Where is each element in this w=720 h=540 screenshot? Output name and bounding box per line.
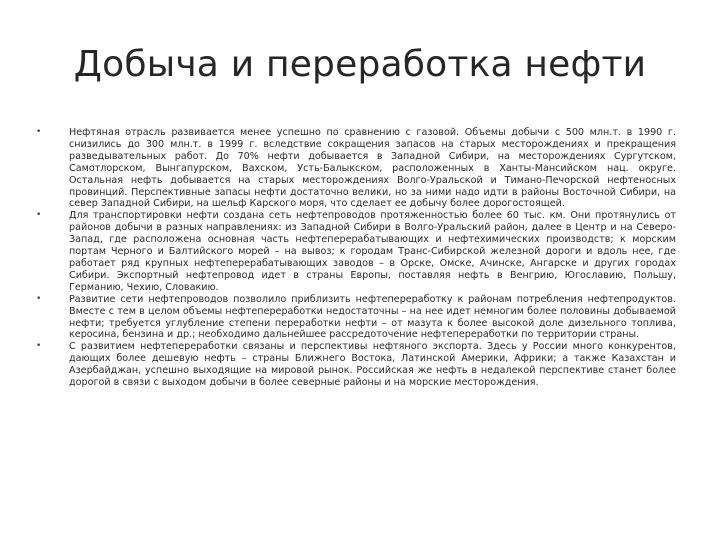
bullet-icon: • <box>36 127 42 137</box>
list-item <box>36 341 676 389</box>
bullet-icon: • <box>36 293 42 304</box>
bullet-icon: • <box>36 341 42 352</box>
list-item-text: Нефтяная отрасль развивается менее успешно по сравнению с газовой. Объемы добычи с 500 млн.т. в 1990 г. снизились до 300 млн.т. в 1999 г. вследствие сокращения запасов на старых месторождениях и прекращения разведывательных работ. До 70% нефти добывается в Западной Сибири, на месторождениях Сургутском, Самотлорском, Вынгапурском, Вахском, Усть-Балыкском, расположенных в Ханты-Мансийском нац. округе. Остальная нефть добывается на старых месторождениях Волго-Уральской и Тимано-Печорской нефтеносных провинций. Перспективные запасы нефти достаточно велики, но за ними надо идти в районы Восточной Сибири, на север Западной Сибири, на шельф Карского моря, что сделает ее добычу более дорогостоящей. <box>69 127 676 210</box>
list-item <box>36 127 676 210</box>
list-item-text: Развитие сети нефтепроводов позволило приблизить нефтепереработку к районам потребления нефтепродуктов. Вместе с тем в целом объемы нефтепереработки недостаточны – на нее идет немногим более половины добываемой нефти; требуется углубление степени переработки нефти – от мазута к более высокой доле дизельного топлива, керосина, бензина и др.; необходимо дальнейшее рассредоточение нефтепереработки по территории страны. <box>69 293 676 341</box>
bullet-list <box>36 127 676 389</box>
list-item <box>36 294 676 342</box>
list-item-text: Для транспортировки нефти создана сеть нефтепроводов протяженностью более 60 тыс. км. Они протянулись от районов добычи в разных направлениях: из Западной Сибири в Волго-Уральский район, далее в Центр и на Северо-Запад, где расположена основная часть нефтеперерабатывающих и нефтехимических производств; к морским портам Черного и Балтийского морей – на вывоз; к городам Транс-Сибирской железной дороги и вдоль нее, где работает ряд крупных нефтеперерабатывающих заводов – в Орске, Омске, Ачинске, Ангарске и других городах Сибири. Экспортный нефтепровод идет в страны Европы, поставляя нефть в Венгрию, Югославию, Польшу, Германию, Чехию, Словакию. <box>69 210 676 293</box>
list-item-text: С развитием нефтепереработки связаны и перспективы нефтяного экспорта. Здесь у России много конкурентов, дающих более дешевую нефть – страны Ближнего Востока, Латинской Америки, Африки; а также Казахстан и Азербайджан, успешно выходящие на мировой рынок. Российская же нефть в недалекой перспективе станет более дорогой в связи с выходом добычи в более северные районы и на морские месторождения. <box>69 341 676 389</box>
slide-title: Добыча и переработка нефти <box>73 44 647 85</box>
list-item <box>36 210 676 293</box>
bullet-icon: • <box>36 210 42 221</box>
